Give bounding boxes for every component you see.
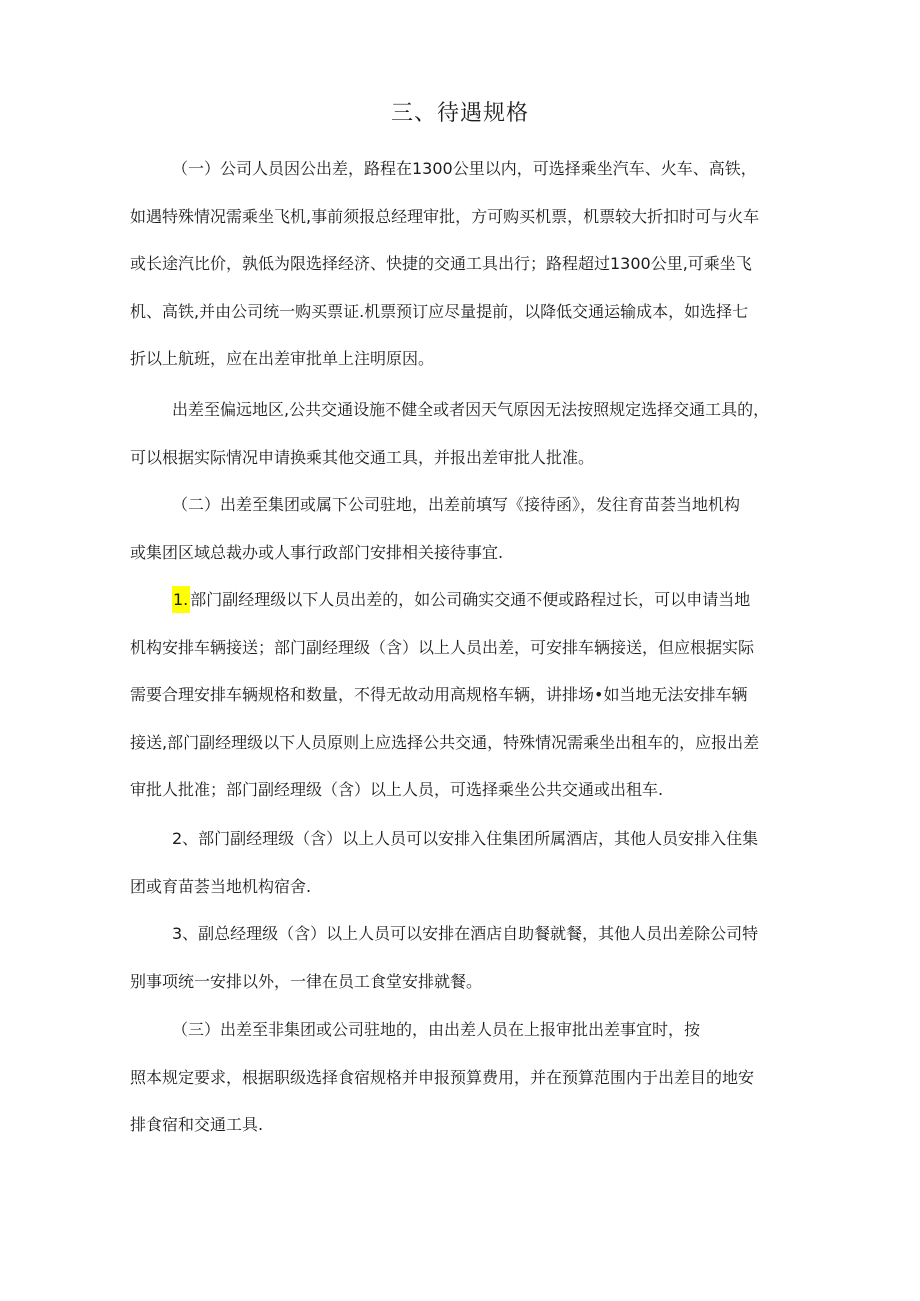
paragraph-line: 可以根据实际情况申请换乘其他交通工具，并报出差审批人批准。 — [130, 447, 595, 467]
paragraph-line: 机构安排车辆接送；部门副经理级（含）以上人员出差，可安排车辆接送，但应根据实际 — [130, 637, 755, 657]
paragraph-line: 3、副总经理级（含）以上人员可以安排在酒店自助餐就餐，其他人员出差除公司特 — [172, 924, 759, 943]
paragraph-line: 需要合理安排车辆规格和数量，不得无故动用高规格车辆，讲排场•如当地无法安排车辆 — [130, 685, 748, 705]
paragraph-line — [130, 576, 805, 624]
paragraph-line-text: 部门副经理级以下人员出差的，如公司确实交通不便或路程过长，可以申请当地 — [190, 590, 751, 609]
paragraph-line: 团或育苗荟当地机构宿舍. — [130, 876, 312, 896]
section-title: 三、待遇规格 — [390, 101, 529, 126]
paragraph-line: 2、部门副经理级（含）以上人员可以安排入住集团所属酒店，其他人员安排入住集 — [172, 829, 759, 848]
paragraph-line: 机、高铁,并由公司统一购买票证.机票预订应尽量提前，以降低交通运输成本，如选择七 — [130, 301, 749, 321]
paragraph-line: 别事项统一安排以外，一律在员工食堂安排就餐。 — [130, 971, 483, 991]
paragraph-line: 折以上航班，应在出差审批单上注明原因。 — [130, 349, 435, 369]
paragraph-line: （二）出差至集团或属下公司驻地，出差前填写《接待函》，发往育苗荟当地机构 — [172, 495, 741, 514]
paragraph-line: 审批人批准；部门副经理级（含）以上人员，可选择乘坐公共交通或出租车. — [130, 780, 664, 800]
paragraph-line: 或长途汽比价，孰低为限选择经济、快捷的交通工具出行；路程超过1300公里,可乘坐飞 — [130, 254, 752, 274]
paragraph-line: 如遇特殊情况需乘坐飞机,事前须报总经理审批，方可购买机票，机票较大折扣时可与火车 — [130, 206, 760, 226]
paragraph-7 — [130, 1006, 805, 1149]
paragraph-1 — [130, 145, 805, 383]
paragraph-line: 或集团区域总裁办或人事行政部门安排相关接待事宜. — [130, 542, 504, 562]
paragraph-6 — [130, 910, 805, 1005]
paragraph-line: （一）公司人员因公出差，路程在1300公里以内，可选择乘坐汽车、火车、高铁， — [172, 159, 757, 178]
paragraph-line: 排食宿和交通工具. — [130, 1115, 264, 1135]
paragraph-5 — [130, 815, 805, 910]
paragraph-2 — [130, 386, 805, 481]
paragraph-line: （三）出差至非集团或公司驻地的，由出差人员在上报审批出差事宜时，按 — [172, 1020, 701, 1039]
paragraph-line: 出差至偏远地区,公共交通设施不健全或者因天气原因无法按照规定选择交通工具的， — [172, 400, 770, 419]
highlighted-list-marker: 1. — [172, 586, 190, 613]
paragraph-line: 照本规定要求，根据职级选择食宿规格并申报预算费用，并在预算范围内于出差目的地安 — [130, 1067, 755, 1087]
paragraph-3 — [130, 481, 805, 576]
paragraph-line: 接送,部门副经理级以下人员原则上应选择公共交通，特殊情况需乘坐出租车的，应报出差 — [130, 732, 760, 752]
paragraph-4 — [130, 576, 805, 814]
